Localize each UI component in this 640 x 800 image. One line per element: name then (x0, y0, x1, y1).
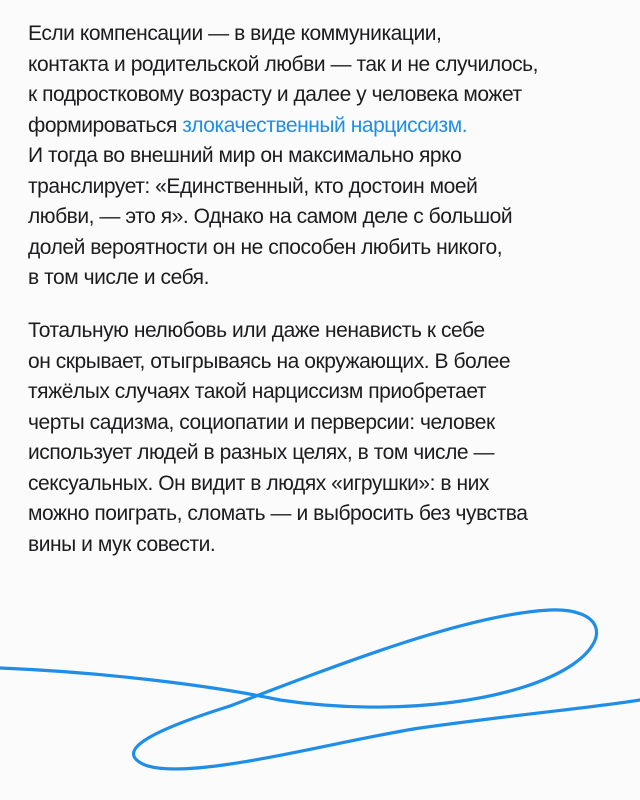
paragraph-1 (28, 19, 618, 294)
paragraph-2-line-8: вины и мук совести. (28, 532, 216, 556)
paragraph-1-line-1: Если компенсации — в виде коммуникации, (28, 22, 442, 45)
paragraph-2-line-7: можно поиграть, сломать — и выбросить без чувства (28, 502, 528, 525)
paragraph-2-line-4: черты садизма, социопатии и перверсии: человек (28, 410, 495, 434)
line-4-prefix: формироваться (28, 113, 183, 137)
paragraph-2 (28, 316, 618, 560)
paragraph-1-line-8: долей вероятности он не способен любить никого, (28, 235, 503, 259)
paragraph-2-line-3: тяжёлых случаях такой нарциссизм приобретает (28, 380, 487, 403)
paragraph-2-line-5: использует людей в разных целях, в том числе — (28, 441, 495, 464)
paragraph-1-line-3: к подростковому возрасту и далее у человека может (28, 83, 522, 106)
blue-swirl-icon (0, 560, 640, 800)
highlighted-term: злокачественный нарциссизм. (182, 113, 468, 137)
paragraph-1-line-6: транслирует: «Единственный, кто достоин моей (28, 174, 478, 198)
paragraph-2-line-1: Тотальную нелюбовь или даже ненависть к себе (28, 319, 485, 342)
paragraph-1-line-2: контакта и родительской любви — так и не случилось, (28, 52, 539, 76)
paragraph-1-line-5: И тогда во внешний мир он максимально ярко (28, 144, 462, 167)
paragraph-1-line-9: в том числе и себя. (28, 266, 209, 289)
swirl-stroke (0, 610, 640, 769)
paragraph-1-line-4 (28, 111, 618, 142)
paragraph-1-line-7: любви, — это я». Однако на самом деле с большой (28, 205, 513, 228)
paragraph-2-line-2: он скрывает, отыгрываясь на окружающих. В более (28, 349, 511, 373)
paragraph-2-line-6: сексуальных. Он видит в людях «игрушки»: в них (28, 471, 489, 495)
